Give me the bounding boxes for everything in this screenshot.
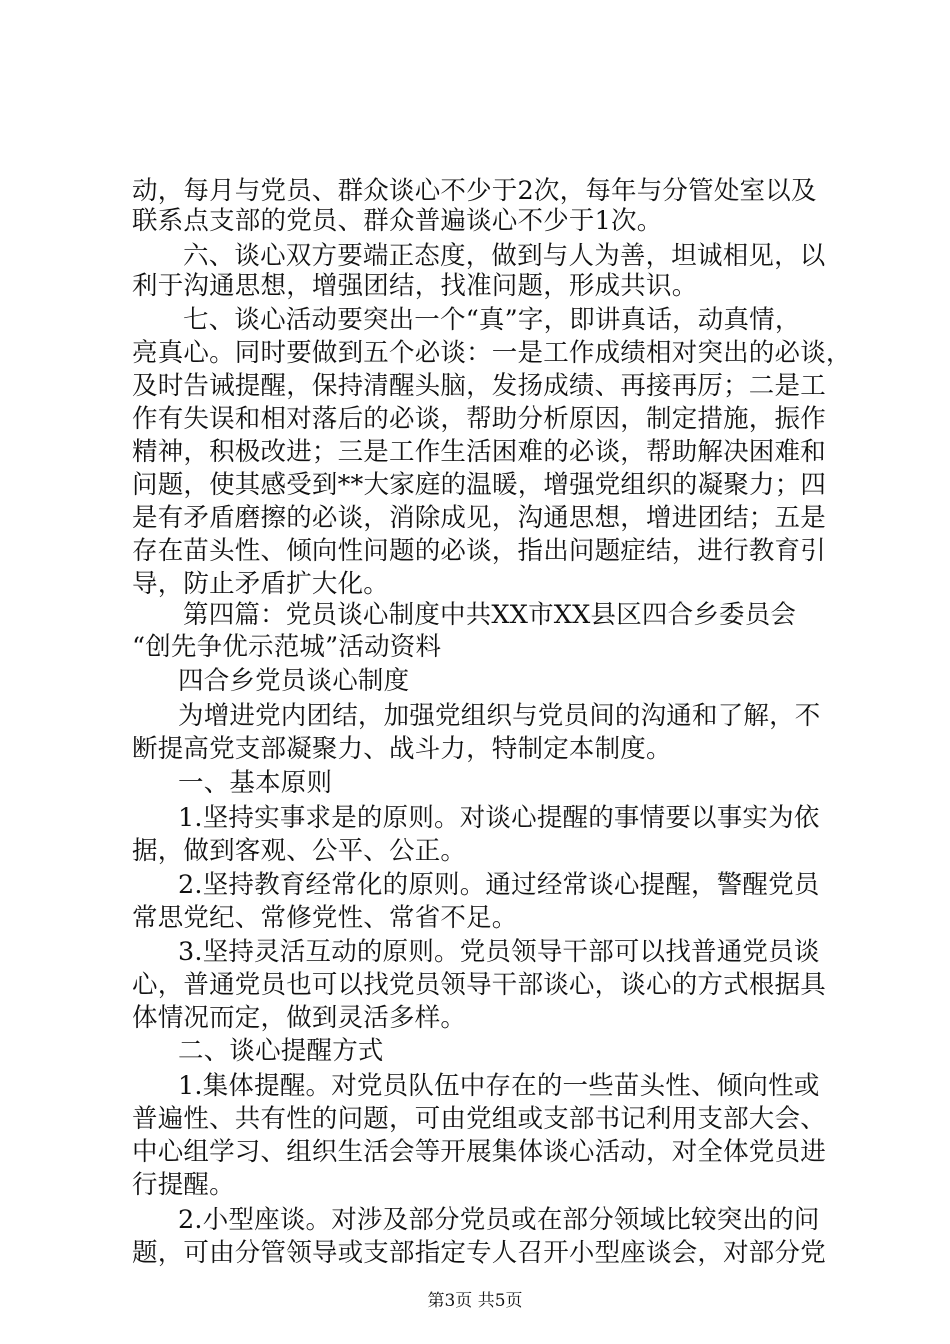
text-line: 常思党纪、常修党性、常省不足。 xyxy=(132,903,518,933)
text-line: 六、谈心双方要端正态度，做到与人为善，坦诚相见，以 xyxy=(183,241,826,271)
text-line: 行提醒。 xyxy=(132,1170,235,1200)
text-line: 作有失误和相对落后的必谈，帮助分析原因，制定措施，振作 xyxy=(132,404,826,434)
text-line: 3.坚持灵活互动的原则。党员领导干部可以找普通党员谈 xyxy=(178,937,820,967)
text-line: 心，普通党员也可以找党员领导干部谈心，谈心的方式根据具 xyxy=(132,970,826,1000)
text-line: 问题，使其感受到**大家庭的温暖，增强党组织的凝聚力；四 xyxy=(132,470,827,500)
text-line: 导，防止矛盾扩大化。 xyxy=(132,569,390,599)
text-line: 2.小型座谈。对涉及部分党员或在部分领域比较突出的问 xyxy=(178,1205,820,1235)
text-line: 体情况而定，做到灵活多样。 xyxy=(132,1003,467,1033)
text-line: 存在苗头性、倾向性问题的必谈，指出问题症结，进行教育引 xyxy=(132,536,826,566)
text-line: 是有矛盾磨擦的必谈，消除成见，沟通思想，增进团结；五是 xyxy=(132,503,826,533)
text-line: 1.集体提醒。对党员队伍中存在的一些苗头性、倾向性或 xyxy=(178,1071,820,1101)
text-line: 为增进党内团结，加强党组织与党员间的沟通和了解，不 xyxy=(178,701,821,731)
text-line: 题，可由分管领导或支部指定专人召开小型座谈会，对部分党 xyxy=(132,1238,826,1268)
text-line: 动，每月与党员、群众谈心不少于2次，每年与分管处室以及 xyxy=(132,176,817,206)
section-heading: “创先争优示范城”活动资料 xyxy=(132,632,442,662)
text-line: 及时告诫提醒，保持清醒头脑，发扬成绩、再接再厉；二是工 xyxy=(132,371,826,401)
text-line: 联系点支部的党员、群众普遍谈心不少于1次。 xyxy=(132,206,663,236)
text-line: 断提高党支部凝聚力、战斗力，特制定本制度。 xyxy=(132,734,672,764)
text-line: 1.坚持实事求是的原则。对谈心提醒的事情要以事实为依 xyxy=(178,803,820,833)
document-title: 四合乡党员谈心制度 xyxy=(178,666,410,696)
page-number: 第3页 共5页 xyxy=(427,1291,523,1311)
text-line: 据，做到客观、公平、公正。 xyxy=(132,836,467,866)
text-line: 利于沟通思想，增强团结，找准问题，形成共识。 xyxy=(132,271,698,301)
text-line: 七、谈心活动要突出一个“真”字，即讲真话，动真情， xyxy=(183,305,801,335)
section-heading: 第四篇：党员谈心制度中共XX市XX县区四合乡委员会 xyxy=(183,600,797,630)
text-line: 2.坚持教育经常化的原则。通过经常谈心提醒，警醒党员 xyxy=(178,870,820,900)
text-line: 精神，积极改进；三是工作生活困难的必谈，帮助解决困难和 xyxy=(132,437,826,467)
text-line: 亮真心。同时要做到五个必谈：一是工作成绩相对突出的必谈， xyxy=(132,338,852,368)
text-line: 普遍性、共有性的问题，可由党组或支部书记利用支部大会、 xyxy=(132,1104,826,1134)
subheading: 二、谈心提醒方式 xyxy=(178,1036,384,1066)
text-line: 中心组学习、组织生活会等开展集体谈心活动，对全体党员进 xyxy=(132,1137,826,1167)
subheading: 一、基本原则 xyxy=(178,768,333,798)
